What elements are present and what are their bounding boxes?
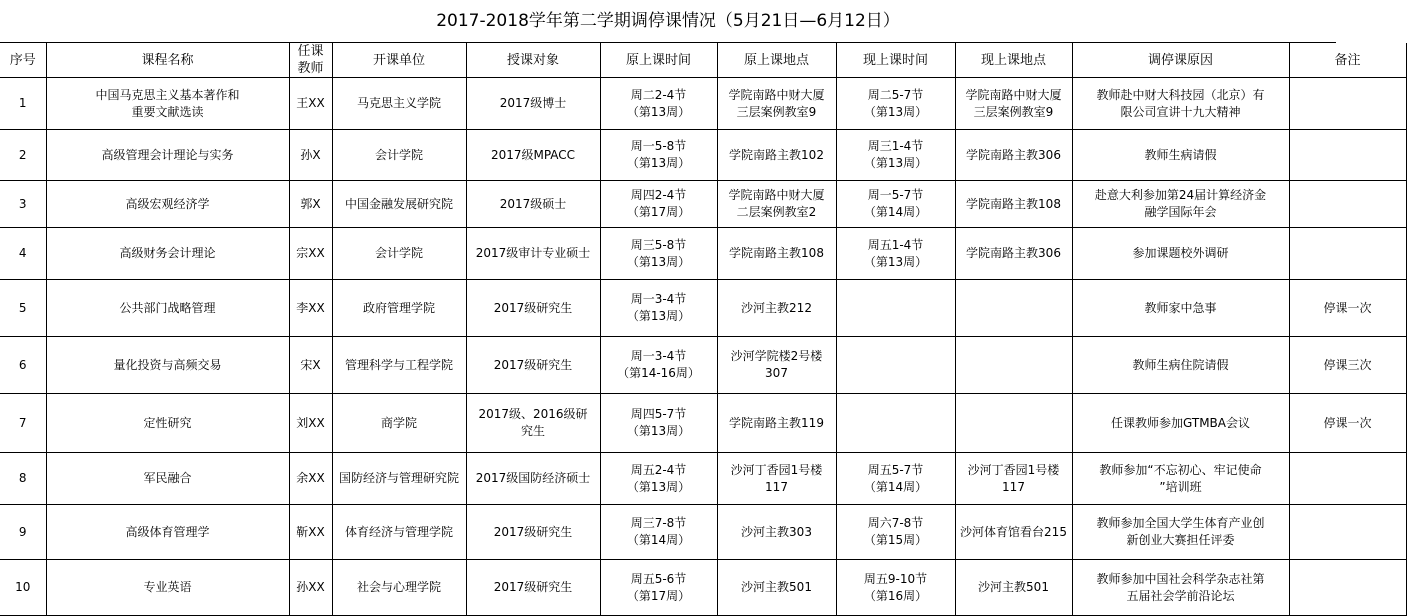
cell-note[interactable] <box>1289 453 1406 505</box>
cell-orig-place[interactable]: 沙河主教303 <box>717 505 836 560</box>
cell-reason[interactable]: 参加课题校外调研 <box>1072 228 1289 280</box>
cell-audience[interactable]: 2017级国防经济硕士 <box>466 453 600 505</box>
cell-reason[interactable]: 教师赴中财大科技园（北京）有 限公司宣讲十九大精神 <box>1072 78 1289 130</box>
cell-no[interactable]: 4 <box>0 228 46 280</box>
cell-reason[interactable]: 任课教师参加GTMBA会议 <box>1072 394 1289 453</box>
cell-note[interactable] <box>1289 505 1406 560</box>
cell-no[interactable]: 2 <box>0 130 46 181</box>
cell-note[interactable] <box>1289 228 1406 280</box>
cell-orig-time[interactable]: 周四5-7节 （第13周） <box>600 394 717 453</box>
cell-reason[interactable]: 教师参加“不忘初心、牢记使命 ”培训班 <box>1072 453 1289 505</box>
header-cell-new-time[interactable]: 现上课时间 <box>836 43 955 78</box>
cell-unit[interactable]: 马克思主义学院 <box>332 78 466 130</box>
table-row <box>0 394 1406 453</box>
cell-reason[interactable]: 教师生病请假 <box>1072 130 1289 181</box>
cell-teacher[interactable]: 王XX <box>289 78 332 130</box>
cell-orig-time[interactable]: 周五5-6节 （第17周） <box>600 560 717 616</box>
cell-note[interactable]: 停课一次 <box>1289 280 1406 337</box>
cell-orig-time[interactable]: 周五2-4节 （第13周） <box>600 453 717 505</box>
cell-new-time[interactable]: 周五9-10节 （第16周） <box>836 560 955 616</box>
cell-new-place[interactable]: 学院南路主教306 <box>955 228 1072 280</box>
cell-course[interactable]: 定性研究 <box>46 394 289 453</box>
cell-new-place[interactable] <box>955 337 1072 394</box>
cell-orig-time[interactable]: 周三5-8节 （第13周） <box>600 228 717 280</box>
cell-course[interactable]: 军民融合 <box>46 453 289 505</box>
table-row <box>0 78 1406 130</box>
cell-audience[interactable]: 2017级研究生 <box>466 560 600 616</box>
cell-orig-place[interactable]: 学院南路主教102 <box>717 130 836 181</box>
header-cell-course[interactable]: 课程名称 <box>46 43 289 78</box>
cell-teacher[interactable]: 宗XX <box>289 228 332 280</box>
header-cell-orig-place[interactable]: 原上课地点 <box>717 43 836 78</box>
cell-new-place[interactable]: 学院南路中财大厦 三层案例教室9 <box>955 78 1072 130</box>
cell-reason[interactable]: 教师参加中国社会科学杂志社第 五届社会学前沿论坛 <box>1072 560 1289 616</box>
cell-new-time[interactable]: 周二5-7节 （第13周） <box>836 78 955 130</box>
cell-unit[interactable]: 社会与心理学院 <box>332 560 466 616</box>
cell-teacher[interactable]: 孙XX <box>289 560 332 616</box>
cell-new-place[interactable]: 学院南路主教108 <box>955 181 1072 228</box>
cell-unit[interactable]: 会计学院 <box>332 228 466 280</box>
cell-new-place[interactable] <box>955 280 1072 337</box>
cell-orig-place[interactable]: 沙河学院楼2号楼 307 <box>717 337 836 394</box>
cell-course[interactable]: 高级管理会计理论与实务 <box>46 130 289 181</box>
cell-note[interactable]: 停课三次 <box>1289 337 1406 394</box>
cell-reason[interactable]: 教师参加全国大学生体育产业创 新创业大赛担任评委 <box>1072 505 1289 560</box>
header-cell-note[interactable]: 备注 <box>1289 43 1406 78</box>
cell-audience[interactable]: 2017级、2016级研 究生 <box>466 394 600 453</box>
sheet-title[interactable]: 2017-2018学年第二学期调停课情况（5月21日—6月12日） <box>0 0 1336 43</box>
cell-orig-time[interactable]: 周四2-4节 （第17周） <box>600 181 717 228</box>
header-cell-no[interactable]: 序号 <box>0 43 46 78</box>
cell-unit[interactable]: 商学院 <box>332 394 466 453</box>
cell-teacher[interactable]: 靳XX <box>289 505 332 560</box>
cell-reason[interactable]: 教师生病住院请假 <box>1072 337 1289 394</box>
cell-new-time[interactable]: 周三1-4节 （第13周） <box>836 130 955 181</box>
cell-orig-time[interactable]: 周二2-4节 （第13周） <box>600 78 717 130</box>
cell-unit[interactable]: 管理科学与工程学院 <box>332 337 466 394</box>
cell-unit[interactable]: 体育经济与管理学院 <box>332 505 466 560</box>
cell-no[interactable]: 8 <box>0 453 46 505</box>
cell-course[interactable]: 高级财务会计理论 <box>46 228 289 280</box>
table-row <box>0 560 1406 616</box>
cell-orig-place[interactable]: 沙河主教501 <box>717 560 836 616</box>
cell-orig-time[interactable]: 周一3-4节 （第14-16周） <box>600 337 717 394</box>
cell-teacher[interactable]: 宋X <box>289 337 332 394</box>
header-cell-teacher[interactable]: 任课教师 <box>289 43 332 78</box>
cell-teacher[interactable]: 刘XX <box>289 394 332 453</box>
header-cell-unit[interactable]: 开课单位 <box>332 43 466 78</box>
cell-audience[interactable]: 2017级研究生 <box>466 337 600 394</box>
cell-unit[interactable]: 中国金融发展研究院 <box>332 181 466 228</box>
cell-new-time[interactable] <box>836 394 955 453</box>
cell-orig-place[interactable]: 沙河丁香园1号楼 117 <box>717 453 836 505</box>
cell-audience[interactable]: 2017级MPACC <box>466 130 600 181</box>
cell-no[interactable]: 1 <box>0 78 46 130</box>
cell-course[interactable]: 高级体育管理学 <box>46 505 289 560</box>
cell-audience[interactable]: 2017级研究生 <box>466 280 600 337</box>
cell-new-time[interactable] <box>836 337 955 394</box>
cell-new-time[interactable]: 周一5-7节 （第14周） <box>836 181 955 228</box>
cell-unit[interactable]: 会计学院 <box>332 130 466 181</box>
cell-unit[interactable]: 政府管理学院 <box>332 280 466 337</box>
cell-no[interactable]: 6 <box>0 337 46 394</box>
cell-new-place[interactable]: 沙河体育馆看台215 <box>955 505 1072 560</box>
cell-no[interactable]: 9 <box>0 505 46 560</box>
cell-orig-time[interactable]: 周一3-4节 （第13周） <box>600 280 717 337</box>
cell-audience[interactable]: 2017级硕士 <box>466 181 600 228</box>
table-row <box>0 453 1406 505</box>
cell-orig-place[interactable]: 学院南路中财大厦 二层案例教室2 <box>717 181 836 228</box>
cell-new-time[interactable]: 周六7-8节 （第15周） <box>836 505 955 560</box>
table-row <box>0 130 1406 181</box>
cell-teacher[interactable]: 郭X <box>289 181 332 228</box>
cell-orig-place[interactable]: 学院南路主教108 <box>717 228 836 280</box>
cell-audience[interactable]: 2017级审计专业硕士 <box>466 228 600 280</box>
cell-reason[interactable]: 赴意大利参加第24届计算经济金 融学国际年会 <box>1072 181 1289 228</box>
cell-new-place[interactable]: 沙河丁香园1号楼 117 <box>955 453 1072 505</box>
header-row <box>0 43 1406 78</box>
cell-orig-place[interactable]: 学院南路中财大厦 三层案例教室9 <box>717 78 836 130</box>
cell-course[interactable]: 中国马克思主义基本著作和 重要文献选读 <box>46 78 289 130</box>
cell-teacher[interactable]: 余XX <box>289 453 332 505</box>
cell-orig-place[interactable]: 学院南路主教119 <box>717 394 836 453</box>
schedule-table <box>0 43 1407 616</box>
header-cell-audience[interactable]: 授课对象 <box>466 43 600 78</box>
cell-course[interactable]: 高级宏观经济学 <box>46 181 289 228</box>
cell-course[interactable]: 公共部门战略管理 <box>46 280 289 337</box>
cell-new-time[interactable]: 周五5-7节 （第14周） <box>836 453 955 505</box>
header-cell-reason[interactable]: 调停课原因 <box>1072 43 1289 78</box>
cell-new-place[interactable]: 沙河主教501 <box>955 560 1072 616</box>
cell-teacher[interactable]: 孙X <box>289 130 332 181</box>
cell-new-time[interactable] <box>836 280 955 337</box>
cell-new-time[interactable]: 周五1-4节 （第13周） <box>836 228 955 280</box>
cell-no[interactable]: 3 <box>0 181 46 228</box>
cell-note[interactable] <box>1289 78 1406 130</box>
cell-teacher[interactable]: 李XX <box>289 280 332 337</box>
header-cell-orig-time[interactable]: 原上课时间 <box>600 43 717 78</box>
cell-note[interactable] <box>1289 181 1406 228</box>
table-row <box>0 228 1406 280</box>
cell-note[interactable] <box>1289 560 1406 616</box>
cell-unit[interactable]: 国防经济与管理研究院 <box>332 453 466 505</box>
cell-note[interactable]: 停课一次 <box>1289 394 1406 453</box>
cell-new-place[interactable]: 学院南路主教306 <box>955 130 1072 181</box>
cell-reason[interactable]: 教师家中急事 <box>1072 280 1289 337</box>
cell-no[interactable]: 5 <box>0 280 46 337</box>
table-row <box>0 337 1406 394</box>
cell-orig-time[interactable]: 周一5-8节 （第13周） <box>600 130 717 181</box>
cell-note[interactable] <box>1289 130 1406 181</box>
header-cell-new-place[interactable]: 现上课地点 <box>955 43 1072 78</box>
cell-orig-place[interactable]: 沙河主教212 <box>717 280 836 337</box>
cell-no[interactable]: 7 <box>0 394 46 453</box>
cell-no[interactable]: 10 <box>0 560 46 616</box>
cell-course[interactable]: 量化投资与高频交易 <box>46 337 289 394</box>
cell-course[interactable]: 专业英语 <box>46 560 289 616</box>
cell-audience[interactable]: 2017级研究生 <box>466 505 600 560</box>
cell-audience[interactable]: 2017级博士 <box>466 78 600 130</box>
cell-new-place[interactable] <box>955 394 1072 453</box>
table-row <box>0 505 1406 560</box>
table-row <box>0 181 1406 228</box>
cell-orig-time[interactable]: 周三7-8节 （第14周） <box>600 505 717 560</box>
table-row <box>0 280 1406 337</box>
